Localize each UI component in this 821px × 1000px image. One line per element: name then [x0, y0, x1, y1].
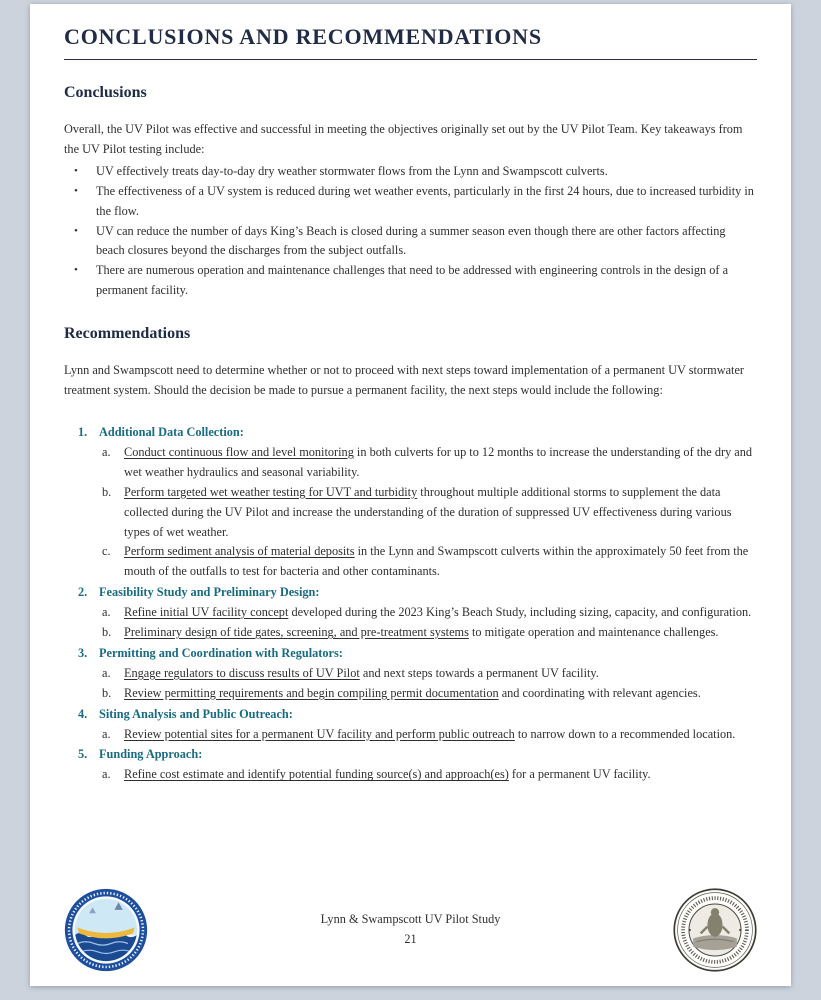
subitem-lead-underlined: Perform targeted wet weather testing for UVT and turbidity — [124, 484, 418, 499]
subitem-text — [124, 443, 757, 483]
conclusion-bullet-text: UV can reduce the number of days King’s Beach is closed during a summer season even though there are other factors affecting beach closures beyond the discharges from the subject outfalls. — [96, 223, 726, 258]
recommendation-item — [78, 583, 757, 643]
subitem-lead-underlined: Perform sediment analysis of material deposits — [124, 544, 355, 559]
recommendation-title: Additional Data Collection: — [99, 424, 244, 439]
subitem-letter: a. — [102, 767, 111, 782]
bullet-icon: • — [74, 264, 78, 277]
bullet-icon: • — [74, 224, 78, 237]
lynn-city-seal-icon — [64, 888, 148, 972]
subitem-text — [124, 765, 757, 785]
recommendation-title-row — [78, 423, 757, 443]
recommendation-subitem — [102, 725, 757, 745]
recommendation-item — [78, 644, 757, 704]
subitem-lead-underlined: Preliminary design of tide gates, screening, and pre-treatment systems — [124, 625, 469, 640]
page-title: CONCLUSIONS AND RECOMMENDATIONS — [64, 24, 757, 60]
page-footer — [64, 888, 757, 972]
recommendation-subitem — [102, 542, 757, 582]
subitem-rest: in the Lynn and Swampscott culverts within the approximately 50 feet from the mouth of the outfalls to test for bacteria and other contaminants. — [124, 544, 749, 579]
recommendation-number: 1. — [78, 424, 88, 439]
subitem-lead-underlined: Engage regulators to discuss results of UV Pilot — [124, 665, 360, 680]
bullet-icon: • — [74, 184, 78, 197]
recommendation-subitem — [102, 483, 757, 543]
subitem-lead-underlined: Refine initial UV facility concept — [124, 605, 289, 620]
conclusion-bullet — [64, 222, 757, 262]
conclusions-heading: Conclusions — [64, 84, 147, 101]
subitem-rest: throughout multiple additional storms to supplement the data collected during the UV Pilot and increase the understanding of the duration of suppressed UV effectiveness during various types of wet weather. — [124, 484, 732, 539]
conclusion-bullet-text: The effectiveness of a UV system is reduced during wet weather events, particularly in the first 24 hours, due to increased turbidity in the flow. — [96, 183, 754, 218]
conclusions-intro-paragraph: Overall, the UV Pilot was effective and successful in meeting the objectives originally set out by the UV Pilot Team. Key takeaways from the UV Pilot testing include: — [64, 122, 743, 156]
recommendation-number: 5. — [78, 747, 88, 762]
subitem-letter: a. — [102, 444, 111, 459]
recommendation-subitem — [102, 443, 757, 483]
recommendation-title-row — [78, 745, 757, 765]
recommendation-item — [78, 423, 757, 582]
subitem-rest: in both culverts for up to 12 months to increase the understanding of the dry and wet weather hydraulics and seasonal variability. — [124, 444, 753, 479]
recommendation-title: Feasibility Study and Preliminary Design: — [99, 585, 320, 600]
subitem-text — [124, 725, 757, 745]
recommendation-subitem — [102, 684, 757, 704]
bullet-icon: • — [74, 164, 78, 177]
subitem-rest: and next steps towards a permanent UV facility. — [359, 665, 599, 680]
subitem-rest: to narrow down to a recommended location. — [514, 726, 736, 741]
recommendation-title: Funding Approach: — [99, 747, 203, 762]
subitem-lead-underlined: Conduct continuous flow and level monitoring — [124, 444, 354, 459]
subitem-rest: to mitigate operation and maintenance challenges. — [468, 625, 719, 640]
subitem-lead-underlined: Review permitting requirements and begin compiling permit documentation — [124, 685, 499, 700]
recommendation-item — [78, 745, 757, 785]
subitem-text — [124, 684, 757, 704]
recommendation-title-row — [78, 644, 757, 664]
recommendation-item — [78, 705, 757, 745]
footer-page-number: 21 — [404, 932, 417, 946]
subitem-letter: b. — [102, 484, 112, 499]
recommendation-title-row — [78, 583, 757, 603]
subitem-lead-underlined: Review potential sites for a permanent UV facility and perform public outreach — [124, 726, 515, 741]
conclusion-bullet-text: There are numerous operation and maintenance challenges that need to be addressed with engineering controls in the design of a permanent facility. — [96, 263, 729, 298]
subitem-letter: b. — [102, 625, 112, 640]
document-page — [30, 4, 791, 986]
subitem-letter: a. — [102, 665, 111, 680]
swampscott-town-seal-icon — [673, 888, 757, 972]
subitem-text — [124, 623, 757, 643]
recommendation-subitem — [102, 623, 757, 643]
conclusion-bullet — [64, 182, 757, 222]
recommendation-subitem — [102, 603, 757, 623]
footer-text-block — [321, 910, 501, 949]
subitem-text — [124, 542, 757, 582]
recommendation-title: Permitting and Coordination with Regulators: — [99, 645, 343, 660]
conclusion-bullet-text: UV effectively treats day-to-day dry weather stormwater flows from the Lynn and Swampscott culverts. — [96, 163, 608, 178]
subitem-lead-underlined: Refine cost estimate and identify potential funding source(s) and approach(es) — [124, 767, 509, 782]
subitem-rest: developed during the 2023 King’s Beach Study, including sizing, capacity, and configuration. — [288, 605, 752, 620]
subitem-rest: and coordinating with relevant agencies. — [498, 685, 701, 700]
subitem-rest: for a permanent UV facility. — [508, 767, 651, 782]
subitem-letter: a. — [102, 605, 111, 620]
subitem-text — [124, 483, 757, 543]
subitem-text — [124, 603, 757, 623]
recommendation-subitem — [102, 765, 757, 785]
conclusion-bullet — [64, 261, 757, 301]
recommendation-subitem — [102, 664, 757, 684]
recommendation-number: 2. — [78, 585, 88, 600]
recommendation-number: 3. — [78, 645, 88, 660]
recommendation-title-row — [78, 705, 757, 725]
footer-study-title: Lynn & Swampscott UV Pilot Study — [320, 912, 501, 927]
recommendations-heading: Recommendations — [64, 325, 191, 343]
conclusions-bullet-list — [64, 162, 757, 301]
subitem-letter: a. — [102, 726, 111, 741]
subitem-letter: b. — [102, 685, 112, 700]
recommendation-number: 4. — [78, 706, 88, 721]
recommendations-intro-paragraph: Lynn and Swampscott need to determine whether or not to proceed with next steps toward implementation of a permanent UV stormwater treatment system. Should the decision be made to pursue a permanent facility, the next steps would include the following: — [64, 363, 745, 398]
subitem-text — [124, 664, 757, 684]
subitem-letter: c. — [102, 544, 111, 559]
recommendations-list — [64, 423, 757, 785]
recommendation-title: Siting Analysis and Public Outreach: — [99, 706, 293, 721]
conclusion-bullet — [64, 162, 757, 182]
